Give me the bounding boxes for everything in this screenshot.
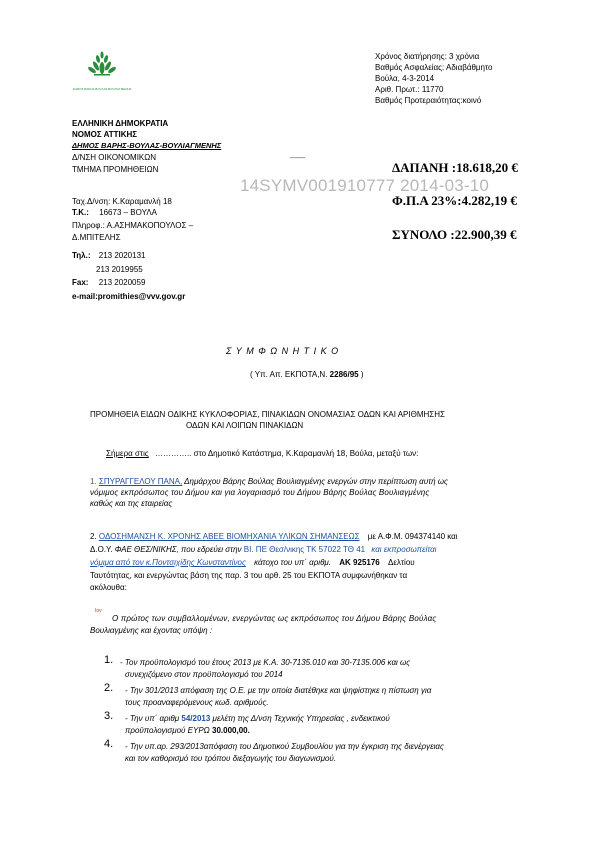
- meta-priority: Βαθμός Προτεραιότητας:κοινό: [375, 96, 482, 105]
- header-municipality: ΔΗΜΟΣ ΒΑΡΗΣ-ΒΟΥΛΑΣ-ΒΟΥΛΙΑΓΜΕΝΗΣ: [72, 141, 222, 150]
- header-department: ΤΜΗΜΑ ΠΡΟΜΗΘΕΙΩΝ: [72, 165, 159, 174]
- info-value: Α.ΑΣΗΜΑΚΟΠΟΥΛΟΣ –: [106, 221, 194, 230]
- address-label: Ταχ.Δ/νση:: [72, 197, 111, 206]
- party2-represented: και εκπροσωπείται: [371, 545, 437, 554]
- party1-line-1: [90, 476, 448, 487]
- total-sum: ΣΥΝΟΛΟ :22.900,39 €: [392, 227, 517, 242]
- ada-code: 14SYMV001910777 2014-03-10: [240, 176, 490, 195]
- party2-line-1: [90, 531, 458, 542]
- fax-value: 213 2020059: [98, 278, 146, 287]
- tel-1: 213 2020131: [98, 251, 146, 260]
- document-subtitle: [250, 369, 364, 380]
- item-1-line-2: συνεχιζόμενο στον προϋπολογισμό του 2014: [125, 670, 283, 679]
- tk-label: Τ.Κ.:: [72, 208, 89, 217]
- header-prefecture: ΝΟΜΟΣ ΑΤΤΙΚΗΣ: [72, 130, 138, 139]
- party2-doy: ΦΑΕ ΘΕΣ/ΝΙΚΗΣ, που εδρεύει στην: [114, 545, 242, 554]
- contact-email: e-mail:promithies@vvv.gov.gr: [72, 292, 186, 301]
- total-vat: Φ.Π.Α 23%:4.282,19 €: [392, 193, 517, 208]
- item-4-number: 4.: [104, 738, 114, 750]
- municipality-logo: [72, 48, 132, 90]
- party2-line-5: ακόλουθα:: [90, 583, 127, 592]
- party1-name: ΣΠΥΡΑΓΓΕΛΟΥ ΠΑΝΑ,: [98, 477, 183, 486]
- item-3-text-c: μελέτη της Δ/νση Τεχνικής Υπηρεσίας , ενδεικτικού: [212, 714, 390, 723]
- party2-doy-prefix: Δ.Ο.Υ.: [90, 545, 113, 554]
- party2-legal-rep: νόμιμα από τον κ.Ποντσιχίδης Κωνσταντίνος: [90, 558, 246, 567]
- party1-number: 1.: [90, 477, 97, 486]
- item-2-line-1: - Την 301/2013 απόφαση της Ο.Ε. με την οποία διατέθηκε και ψηφίστηκε η πίστωση για: [125, 686, 432, 695]
- contact-fax: [72, 277, 145, 288]
- meta-date: Βούλα, 4-3-2014: [375, 74, 435, 83]
- item-3-study: 54/2013: [181, 714, 211, 723]
- party2-afm: με Α.Φ.Μ. 094374140 και: [367, 532, 458, 541]
- subtitle-suffix: ): [360, 370, 364, 379]
- ada-dash: ___: [290, 148, 306, 158]
- party2-line-4: Ταυτότητας, και ενεργώντας βάση της παρ. 3 του αρθ. 25 του ΕΚΠΟΤΑ συμφωνήθηκαν τα: [90, 571, 408, 580]
- item-4-line-1: - Την υπ.αρ. 293/2013απόφαση του Δημοτικού Συμβουλίου για την έγκριση της διενέργειας: [125, 742, 444, 751]
- item-2-number: 2.: [104, 682, 114, 694]
- party2-line-2: [90, 544, 436, 555]
- item-2-line-2: τους προαναφερόμενους κωδ. αριθμούς.: [125, 698, 269, 707]
- party1-role: Δημάρχου Βάρης Βούλας Βουλιαγμένης ενεργών στην περίπτωση αυτή ως: [184, 477, 448, 486]
- subtitle-prefix: ( Υπ. Απ. ΕΚΠΟΤΑ,Ν.: [250, 370, 328, 379]
- party2-id-text: κάτοχο του υπ΄ αριθμ.: [254, 558, 332, 567]
- contact-tel: [72, 250, 145, 261]
- meta-protocol: Αριθ. Πρωτ.: 11770: [375, 85, 444, 94]
- subtitle-law: 2286/95: [329, 370, 359, 379]
- contact-info-2: Δ.ΜΠΙΤΕΛΗΣ: [72, 233, 121, 242]
- party2-company: ΟΔΟΣΗΜΑΝΣΗ Κ. ΧΡΟΝΗΣ ΑΒΕΕ ΒΙΟΜΗΧΑΝΙΑ ΥΛΙΚΩΝ ΣΗΜΑΝΣΕΩΣ: [98, 532, 360, 541]
- item-3-number: 3.: [104, 710, 114, 722]
- total-expense: ΔΑΠΑΝΗ :18.618,20 €: [392, 160, 518, 175]
- item-3-budget-value: 30.000,00.: [212, 726, 250, 735]
- clause-line-1: Ο πρώτος των συμβαλλομένων, ενεργώντας ως εκπρόσωπος του Δήμου Βάρης Βούλας: [112, 614, 437, 623]
- party2-number: 2.: [90, 532, 97, 541]
- clause-line-2: Βουλιαγμένης και έχοντας υπόψη :: [90, 626, 213, 635]
- header-directorate: Δ/ΝΣΗ ΟΙΚΟΝΟΜΙΚΩΝ: [72, 153, 157, 162]
- item-1-line-1: - Τον προϋπολογισμό του έτους 2013 με Κ.Α. 30-7135.010 και 30-7135.006 και ως: [120, 658, 411, 667]
- contact-address: [72, 196, 172, 207]
- party2-address: ΒΙ. ΠΕ Θεσ/νικης ΤΚ 57022 ΤΘ 41: [243, 545, 366, 554]
- clause-marker: Ιον: [95, 608, 102, 614]
- party1-line-2: νόμιμος εκπρόσωπος του Δήμου και για λογαριασμό του Δήμου Βάρης Βούλας Βουλιαγμένης: [90, 488, 430, 497]
- party2-id-tail: Δελτίου: [387, 558, 415, 567]
- tk-value: 16673 – ΒΟΥΛΑ: [99, 208, 158, 217]
- logo-caption: ΔΗΜΟΣ ΒΑΡΗΣ-ΒΟΥΛΑΣ-ΒΟΥΛΙΑΓΜΕΝΗΣ: [72, 87, 132, 91]
- fax-label: Fax:: [72, 278, 89, 287]
- address-value: Κ.Καραμανλή 18: [112, 197, 172, 206]
- party2-line-3: [90, 557, 415, 568]
- intro-line: [106, 448, 418, 459]
- subject-line-1: ΠΡΟΜΗΘΕΙΑ ΕΙΔΩΝ ΟΔΙΚΗΣ ΚΥΚΛΟΦΟΡΙΑΣ, ΠΙΝΑΚΙΔΩΝ ΟΝΟΜΑΣΙΑΣ ΟΔΩΝ ΚΑΙ ΑΡΙΘΜΗΣΗΣ: [90, 410, 445, 419]
- item-3-text-a: - Την υπ΄ αριθμ: [125, 714, 180, 723]
- item-3-budget-label: προϋπολογισμού ΕΥΡΩ: [125, 726, 210, 735]
- meta-retention: Χρόνος διατήρησης: 3 χρόνια: [375, 52, 480, 61]
- party2-id-number: ΑΚ 925176: [339, 558, 380, 567]
- contact-tk: [72, 207, 157, 218]
- tel-2: 213 2019955: [96, 265, 143, 274]
- item-4-line-2: και τον καθορισμό του τρόπου διεξαγωγής του διαγωνισμού.: [125, 754, 337, 763]
- item-3-line-1: [125, 713, 390, 724]
- header-republic: ΕΛΛΗΝΙΚΗ ΔΗΜΟΚΡΑΤΙΑ: [72, 119, 169, 128]
- olive-branch-icon: [72, 48, 132, 82]
- meta-security: Βαθμός Ασφαλείας: Αδιαβάθμητο: [375, 63, 493, 72]
- subject-line-2: ΟΔΩΝ ΚΑΙ ΛΟΙΠΩΝ ΠΙΝΑΚΙΔΩΝ: [186, 421, 304, 430]
- item-3-line-2: [125, 725, 250, 736]
- intro-rest: στο Δημοτικό Κατάστημα, Κ.Καραμανλή 18, Βούλα, μεταξύ των:: [193, 449, 419, 458]
- intro-dots: …………..: [154, 449, 192, 458]
- contact-info: [72, 220, 193, 231]
- party1-line-3: καθώς και της εταιρείας: [90, 499, 173, 508]
- document-title: Σ Υ Μ Φ Ω Ν Η Τ Ι Κ Ο: [226, 346, 340, 356]
- tel-label: Τηλ.:: [72, 251, 91, 260]
- item-1-number: 1.: [104, 654, 114, 666]
- info-label: Πληροφ.:: [72, 221, 105, 230]
- intro-today: Σήμερα στις: [106, 449, 149, 458]
